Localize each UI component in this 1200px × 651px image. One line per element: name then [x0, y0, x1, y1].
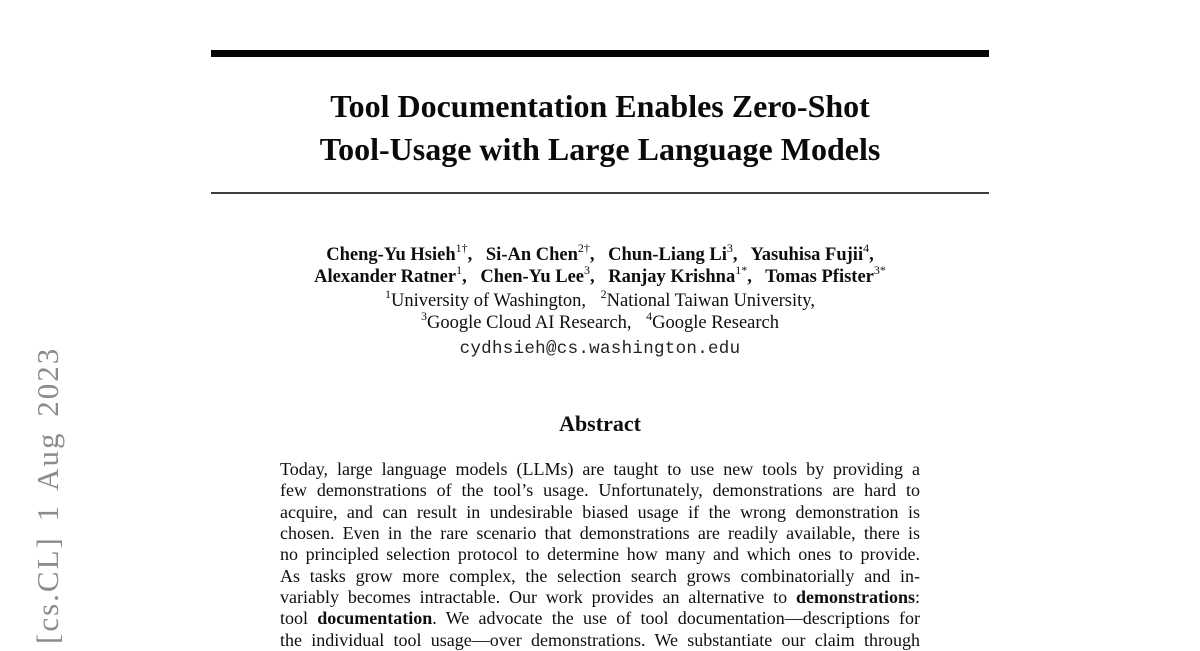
author-affiliation-marker: 4: [863, 240, 870, 255]
author-separator: ,: [590, 267, 595, 287]
abstract-text: tool: [280, 608, 318, 629]
abstract-line: As tasks grow more complex, the selection search grows combinatorially and in-: [280, 565, 920, 586]
title-rule-bottom: [211, 192, 989, 194]
abstract-line: [280, 608, 920, 629]
author-name: Chen-Yu Lee: [480, 267, 584, 287]
author-name: Chun-Liang Li: [608, 245, 727, 265]
author: [480, 262, 595, 287]
affiliation-marker: 1: [385, 286, 392, 301]
abstract-bold-term: documentation: [317, 608, 433, 629]
abstract-line: Today, large language models (LLMs) are taught to use new tools by providing a: [280, 459, 920, 479]
author: [485, 240, 595, 265]
author-name: Si-An Chen: [485, 245, 578, 265]
author-affiliation-marker: 3: [726, 240, 733, 255]
author-name: Cheng-Yu Hsieh: [326, 245, 456, 265]
affiliation: [600, 286, 815, 311]
author: [765, 262, 886, 287]
affiliation-marker: 4: [646, 308, 653, 323]
author-separator: ,: [747, 267, 752, 287]
author-name: Tomas Pfister: [765, 267, 874, 287]
author-separator: ,: [589, 245, 595, 265]
abstract-line: chosen. Even in the rare scenario that demonstrations are readily available, there is: [280, 523, 920, 544]
affiliation: [420, 308, 632, 333]
author: [608, 240, 738, 265]
abstract-line: few demonstrations of the tool’s usage. Unfortunately, demonstrations are hard to: [280, 480, 920, 501]
abstract-line: acquire, and can result in undesirable biased usage if the wrong demonstration is: [280, 501, 920, 522]
author-affiliation-marker: 1: [456, 262, 463, 277]
author-separator: ,: [732, 245, 738, 265]
paper-title-line1: Tool Documentation Enables Zero-Shot: [330, 88, 870, 124]
contact-email: cydhsieh@cs.washington.edu: [459, 339, 741, 359]
abstract-text: :: [914, 587, 920, 608]
affiliation: [385, 286, 587, 311]
paper-title-line2: Tool-Usage with Large Language Models: [319, 131, 881, 167]
affiliation-name: University of Washington,: [391, 291, 587, 311]
abstract-body: [280, 459, 920, 651]
author-affiliation-marker: 2†: [577, 240, 590, 255]
abstract-bold-term: demonstrations: [795, 587, 915, 608]
author: [314, 262, 467, 287]
author-name: Yasuhisa Fujii: [750, 245, 864, 265]
affiliation: [646, 308, 779, 333]
author-affiliation-marker: 1*: [735, 262, 748, 277]
author-line-1: [100, 240, 1100, 266]
affiliation-list: [100, 286, 1100, 334]
author-list: [100, 240, 1100, 288]
paper-title: [211, 85, 989, 171]
author: [608, 262, 752, 287]
affiliation-name: Google Cloud AI Research,: [426, 313, 632, 333]
affiliation-name: Google Research: [652, 313, 779, 333]
author-name: Alexander Ratner: [314, 267, 457, 287]
author-affiliation-marker: 3: [584, 262, 590, 277]
abstract-line: no principled selection protocol to determine how many and which ones to provide.: [280, 544, 920, 565]
author-affiliation-marker: 3*: [873, 262, 886, 277]
author: [750, 240, 874, 265]
abstract-line: the individual tool usage—over demonstrations. We substantiate our claim through: [280, 629, 920, 650]
affiliation-line-2: [100, 308, 1100, 334]
author: [326, 240, 473, 265]
arxiv-category-stamp: [cs.CL] 1 Aug 2023: [30, 346, 65, 644]
author-separator: ,: [869, 245, 874, 265]
affiliation-marker: 2: [600, 286, 607, 301]
author-name: Ranjay Krishna: [608, 267, 736, 287]
affiliation-line-1: [100, 286, 1100, 312]
affiliation-name: National Taiwan University,: [606, 291, 815, 311]
title-rule-top: [211, 50, 989, 57]
author-affiliation-marker: 1†: [455, 240, 468, 255]
abstract-text: . We advocate the use of tool documentation—descriptions for: [432, 608, 920, 629]
abstract-text: variably becomes intractable. Our work provides an alternative to: [280, 587, 796, 608]
author-line-2: [100, 262, 1100, 288]
affiliation-marker: 3: [420, 308, 427, 323]
author-separator: ,: [462, 267, 467, 287]
author-separator: ,: [467, 245, 473, 265]
abstract-line: [280, 587, 920, 608]
abstract-heading: Abstract: [559, 411, 641, 436]
